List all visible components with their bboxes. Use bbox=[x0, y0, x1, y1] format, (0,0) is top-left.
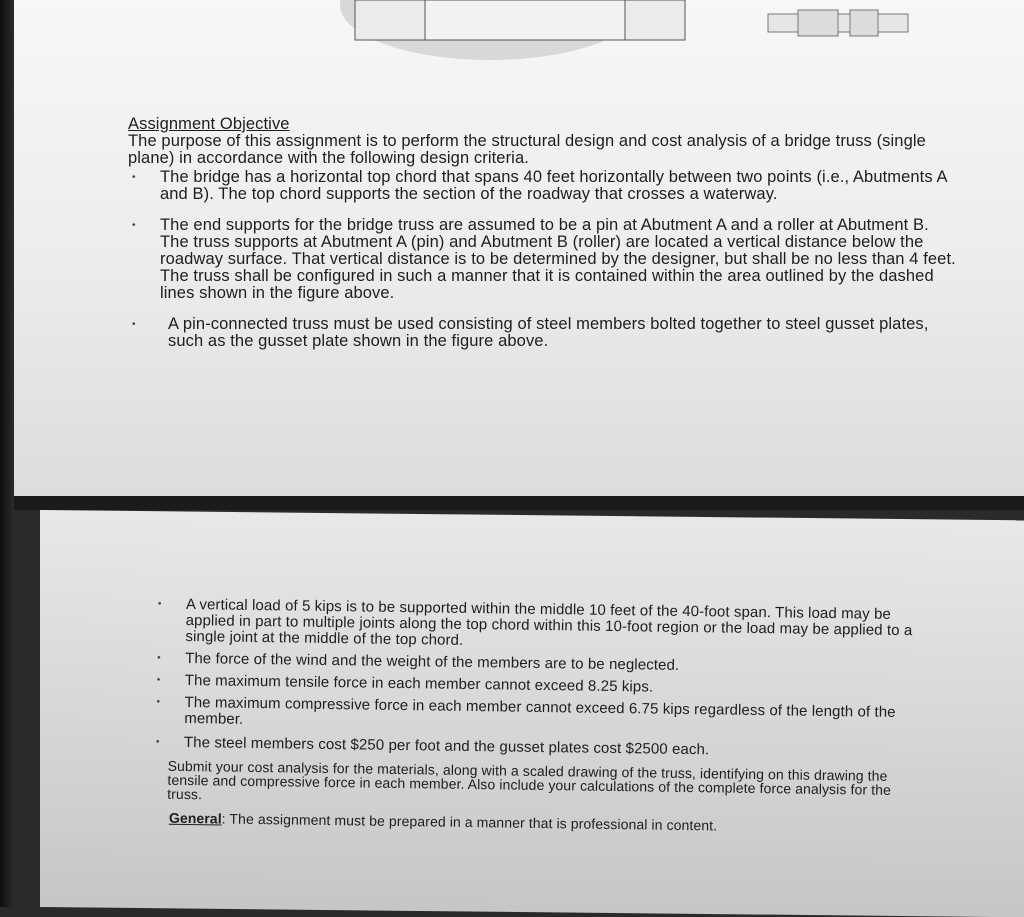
screen-bezel bbox=[0, 0, 14, 907]
list-item: • A vertical load of 5 kips is to be supported within the middle 10 feet of the 40-foot span. This load may be applied in part to multiple joints along the top chord within this 10-foot region or the load may be applied to a single joint at the middle of the top chord. bbox=[185, 597, 916, 655]
requirements-list bbox=[184, 597, 916, 761]
requirements-section bbox=[167, 596, 916, 835]
roadway-deck bbox=[425, 0, 625, 40]
page-divider bbox=[14, 496, 1024, 510]
bridge-figure-fragment bbox=[330, 0, 930, 60]
list-item: • A pin-connected truss must be used consisting of steel members bolted together to steel gusset plates, such as the gusset plate shown in the figure above. bbox=[160, 316, 960, 350]
submit-paragraph: Submit your cost analysis for the materials, along with a scaled drawing of the truss, identifying on this drawing the tensile and compressive force in each member. Also include your calculations of the complete force analysis for the truss. bbox=[167, 757, 892, 803]
intro-paragraph: The purpose of this assignment is to perform the structural design and cost analysis of a bridge truss (single plane) in accordance with the following design criteria. bbox=[128, 132, 926, 167]
general-text: : The assignment must be prepared in a manner that is professional in content. bbox=[221, 810, 718, 834]
list-item: • The force of the wind and the weight of the members are to be neglected. bbox=[185, 651, 915, 677]
general-label: General bbox=[168, 809, 222, 827]
gusset-plate-detail bbox=[768, 10, 908, 36]
list-item: • The bridge has a horizontal top chord that spans 40 feet horizontally between two points (i.e., Abutments A and B). The top chord supports the section of the roadway that crosses a waterway. bbox=[160, 169, 960, 203]
abutment-a bbox=[355, 0, 425, 40]
list-item: • The maximum tensile force in each member cannot exceed 8.25 kips. bbox=[185, 673, 915, 699]
list-item: • The end supports for the bridge truss are assumed to be a pin at Abutment A and a roller at Abutment B. The truss supports at Abutment A (pin) and Abutment B (roller) are located a vertical distance below the roadway surface. That vertical distance is to be determined by the designer, but shall be no less than 4 feet. The truss shall be configured in such a manner that it is contained within the area outlined by the dashed lines shown in the figure above. bbox=[160, 217, 960, 302]
list-item: • The steel members cost $250 per foot and the gusset plates cost $2500 each. bbox=[184, 735, 914, 761]
section-heading: Assignment Objective bbox=[128, 115, 290, 133]
design-criteria-list bbox=[160, 169, 960, 350]
list-item: • The maximum compressive force in each member cannot exceed 6.75 kips regardless of the length of the member. bbox=[184, 695, 914, 737]
objective-section bbox=[128, 116, 968, 350]
abutment-b bbox=[625, 0, 685, 40]
